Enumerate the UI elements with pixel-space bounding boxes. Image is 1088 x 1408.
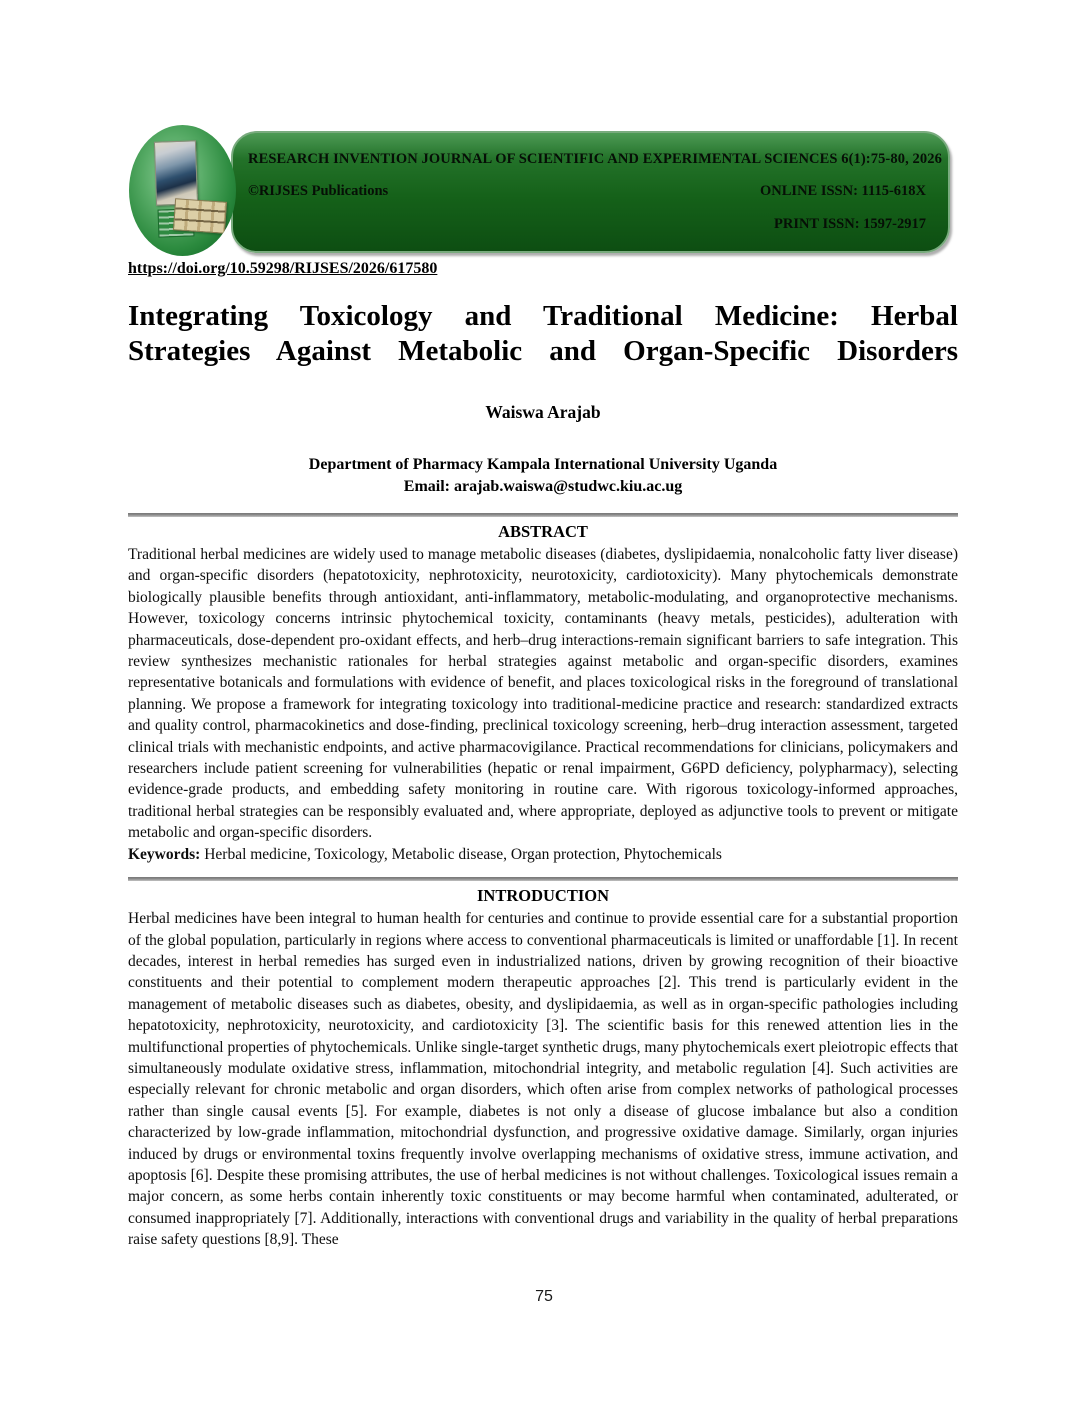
introduction-text: Herbal medicines have been integral to human health for centuries and continue to provide essential care for a substantial proportion of the global population, particularly in regions where access to conventional pharmaceuticals is limited or unaffordable [1]. In recent decades, interest in herbal remedies has surged even in industrialized nations, driven by growing recognition of their bioactive constituents and their potential to complement modern therapeutic approaches [2]. This trend is particularly evident in the management of metabolic diseases such as diabetes, obesity, and dyslipidaemia, as well as in organ-specific pathologies including hepatotoxicity, nephrotoxicity, neurotoxicity, and cardiotoxicity [3]. The scientific basis for this renewed attention lies in the multifunctional properties of phytochemicals. Unlike single-target synthetic drugs, many phytochemicals exert pleiotropic effects that simultaneously modulate oxidative stress, inflammation, mitochondrial integrity, and metabolic regulation [4]. Such activities are especially relevant for chronic metabolic and organ disorders, which often arise from complex networks of pathological processes rather than single causal events [5]. For example, diabetes is not only a disease of glucose imbalance but also a condition characterized by low-grade inflammation, mitochondrial dysfunction, and progressive oxidative damage. Similarly, organ injuries induced by drugs or environmental toxins frequently involve overlapping mechanisms of oxidative stress, immune activation, and apoptosis [6]. Despite these promising attributes, the use of herbal medicines is not without challenges. Toxicological issues remain a major concern, as some herbs contain inherently toxic constituents or may become harmful when contaminated, adulterated, or consumed inappropriately [7]. Additionally, interactions with conventional drugs and variability in the quality of herbal preparations raise safety questions [8,9]. These bbox=[128, 910, 958, 1249]
page-number: 75 bbox=[535, 1288, 553, 1305]
abstract-text bbox=[128, 544, 958, 865]
section-divider-middle bbox=[128, 877, 958, 881]
publisher-line: ©RIJSES Publications bbox=[248, 183, 389, 199]
journal-name: RESEARCH INVENTION JOURNAL OF SCIENTIFIC AND EXPERIMENTAL SCIENCES 6(1):75-80, 2026 bbox=[248, 151, 942, 167]
journal-header bbox=[128, 126, 958, 256]
affiliation-block bbox=[128, 454, 958, 498]
logo-photo-image bbox=[154, 140, 198, 205]
print-issn: PRINT ISSN: 1597-2917 bbox=[773, 216, 926, 232]
journal-banner bbox=[231, 131, 950, 253]
title-line-2: Strategies Against Metabolic and Organ-Specific Disorders bbox=[128, 335, 958, 367]
author-name: Waiswa Arajab bbox=[485, 402, 601, 422]
logo-blocks-image bbox=[173, 198, 227, 234]
abstract-body: Traditional herbal medicines are widely used to manage metabolic diseases (diabetes, dyslipidaemia, nonalcoholic fatty liver disease) and organ-specific disorders (hepatotoxicity, nephrotoxicity, neurotoxicity, cardiotoxicity). Many phytochemicals demonstrate biologically plausible benefits through antioxidant, anti-inflammatory, metabolic-modulating, and organoprotective mechanisms. However, toxicology concerns intrinsic phytochemical toxicity, contaminants (heavy metals, pesticides), adulteration with pharmaceuticals, dose-dependent pro-oxidant effects, and herb–drug interactions-remain significant barriers to safe integration. This review synthesizes mechanistic rationales for herbal strategies against metabolic and organ-specific disorders, examines representative botanicals and formulations with evidence of benefit, and places toxicological risks in the foreground of translational planning. We propose a framework for integrating toxicology into traditional-medicine practice and research: standardized extracts and quality control, pharmacokinetics and dose-finding, preclinical toxicology screening, herb–drug interaction assessment, targeted clinical trials with mechanistic endpoints, and active pharmacovigilance. Practical recommendations for clinicians, policymakers and researchers include patient screening for vulnerabilities (hepatic or renal impairment, G6PD deficiency, polypharmacy), selecting evidence-grade products, and embedding safety monitoring in routine care. With rigorous toxicology-informed approaches, traditional herbal strategies can be responsibly evaluated and, where appropriate, deployed as adjunctive tools to prevent or mitigate metabolic and organ-specific disorders. bbox=[128, 546, 958, 842]
article-title bbox=[128, 299, 958, 369]
title-line-1: Integrating Toxicology and Traditional Medicine: Herbal bbox=[128, 300, 958, 332]
online-issn: ONLINE ISSN: 1115-618X bbox=[760, 183, 926, 199]
email-line: Email: arajab.waiswa@studwc.kiu.ac.ug bbox=[403, 478, 683, 495]
journal-logo bbox=[129, 125, 236, 256]
affiliation-line: Department of Pharmacy Kampala International University Uganda bbox=[308, 456, 778, 473]
doi-line bbox=[128, 260, 958, 278]
abstract-heading: ABSTRACT bbox=[498, 522, 588, 541]
section-divider-top bbox=[128, 513, 958, 517]
keywords-text: Herbal medicine, Toxicology, Metabolic disease, Organ protection, Phytochemicals bbox=[200, 845, 722, 863]
keywords-label: Keywords: bbox=[128, 845, 201, 863]
doi-link[interactable]: https://doi.org/10.59298/RIJSES/2026/617580 bbox=[128, 260, 438, 277]
introduction-heading: INTRODUCTION bbox=[476, 886, 610, 906]
